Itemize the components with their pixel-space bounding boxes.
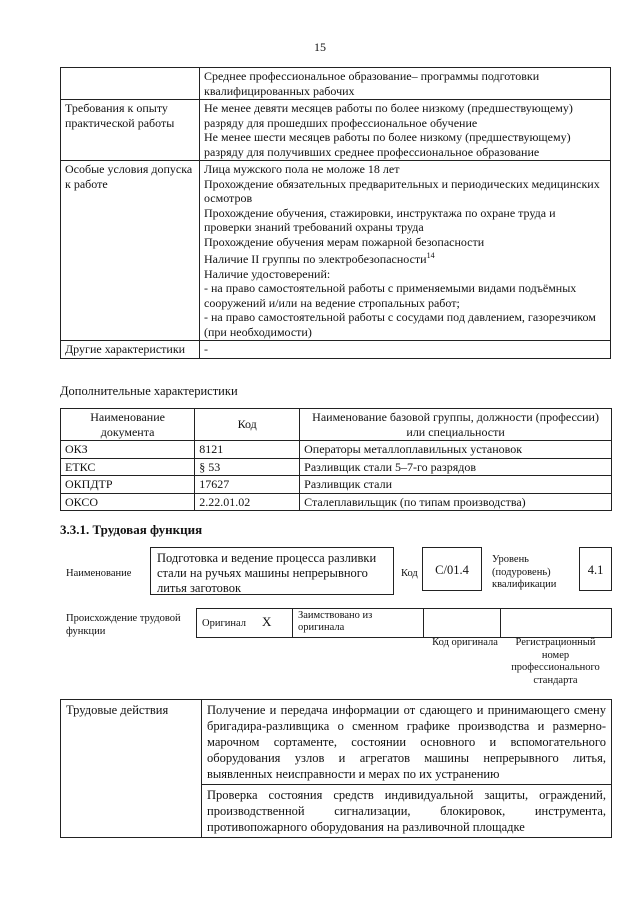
requirement-line: - xyxy=(204,342,208,356)
function-code-box: C/01.4 xyxy=(422,547,482,591)
requirement-text: Наличие II группы по электробезопасности xyxy=(204,252,427,266)
qualification-level-box: 4.1 xyxy=(579,547,612,591)
requirement-line: Среднее профессиональное образование– программы подготовки квалифицированных рабочих xyxy=(204,69,540,98)
requirement-line: Не менее шести месяцев работы по более низкому (предшествующему) разряду для получивших среднее профессиональное образование xyxy=(204,130,571,159)
table-row xyxy=(197,609,612,638)
original-cell xyxy=(197,609,293,638)
table-row xyxy=(61,476,612,494)
requirement-line: Прохождение обязательных предварительных и периодических медицинских осмотров xyxy=(204,176,600,205)
reg-number-cell xyxy=(501,609,612,638)
row-value xyxy=(200,100,611,161)
table-cell: Сталеплавильщик (по типам производства) xyxy=(300,493,612,511)
requirement-line: Наличие удостоверений: xyxy=(204,266,331,281)
row-value xyxy=(200,161,611,341)
requirements-table xyxy=(60,67,611,359)
table-row xyxy=(61,493,612,511)
row-value xyxy=(200,68,611,100)
row-value xyxy=(200,341,611,359)
table-cell: Разливщик стали 5–7-го разрядов xyxy=(300,458,612,476)
table-cell: 17627 xyxy=(195,476,300,494)
function-title: 3.3.1. Трудовая функция xyxy=(60,522,203,537)
table-row xyxy=(61,100,611,161)
table-cell: 8121 xyxy=(195,441,300,459)
column-header: Код xyxy=(195,409,300,441)
table-row xyxy=(61,341,611,359)
table-row xyxy=(61,441,612,459)
table-cell: Операторы металлоплавильных установок xyxy=(300,441,612,459)
row-label: Требования к опыту практической работы xyxy=(61,100,200,161)
row-label: Другие характеристики xyxy=(61,341,200,359)
column-header: Наименование базовой группы, должности (профессии) или специальности xyxy=(300,409,612,441)
origin-code-caption: Код оригинала xyxy=(432,637,498,648)
row-label: Особые условия допуска к работе xyxy=(61,161,200,341)
code-label: Код xyxy=(401,568,418,579)
requirement-line: Прохождение обучения, стажировки, инструктажа по охране труда и проверки знаний требований охраны труда xyxy=(204,205,556,234)
origin-table xyxy=(196,608,612,638)
origin-code-cell xyxy=(424,609,501,638)
requirement-line: Прохождение обучения мерам пожарной безопасности xyxy=(204,234,485,249)
table-row xyxy=(61,68,611,100)
table-cell: 2.22.01.02 xyxy=(195,493,300,511)
reg-number-caption: Регистрационный номер профессионального стандарта xyxy=(511,637,600,686)
name-label: Наименование xyxy=(66,568,132,579)
labour-actions-table xyxy=(60,699,612,838)
table-cell: § 53 xyxy=(195,458,300,476)
table-header-row xyxy=(61,409,612,441)
column-header: Наименование документа xyxy=(61,409,195,441)
original-mark: X xyxy=(262,614,272,629)
table-row xyxy=(61,161,611,341)
table-cell: ОКПДТР xyxy=(61,476,195,494)
footnote-ref: 14 xyxy=(426,251,435,260)
requirement-line xyxy=(204,249,606,267)
table-row xyxy=(61,458,612,476)
origin-label: Происхождение трудовой функции xyxy=(66,613,181,637)
requirement-line: Лица мужского пола не моложе 18 лет xyxy=(204,162,400,176)
labour-action: Проверка состояния средств индивидуальной защиты, ограждений, производственной сигнализации, блокировок, инструмента, противопожарного оборудования на разливочной площадке xyxy=(202,785,612,838)
original-label: Оригинал xyxy=(202,618,246,629)
level-label: Уровень (подуровень) квалификации xyxy=(492,554,557,590)
function-name-box: Подготовка и ведение процесса разливки стали на ручьях машины непрерывного литья заготовок xyxy=(150,547,394,595)
borrowed-cell: Заимствовано из оригинала xyxy=(293,609,424,638)
table-cell: ЕТКС xyxy=(61,458,195,476)
table-row xyxy=(61,700,612,785)
requirement-line: - на право самостоятельной работы с сосудами под давлением, газорезчиком (при необходимости) xyxy=(204,310,596,339)
page-number: 15 xyxy=(314,40,326,54)
table-cell: ОКЗ xyxy=(61,441,195,459)
table-cell: ОКСО xyxy=(61,493,195,511)
requirement-line: - на право самостоятельной работы с применяемыми видами подъёмных сооружений и/или на ведение стропальных работ; xyxy=(204,281,577,310)
labour-action: Получение и передача информации от сдающего и принимающего смену бригадира-разливщика о сменном графике производства и размерно-марочном сортаменте, состоянии основного и вспомогательного оборудования узлов и агрегатов машины непрерывного литья, выявленных неисправности и мерах по их устранению xyxy=(202,700,612,785)
additional-characteristics-table xyxy=(60,408,612,511)
requirement-line: Не менее девяти месяцев работы по более низкому (предшествующему) разряду для прошедших профессиональное обучение xyxy=(204,101,573,130)
row-label xyxy=(61,68,200,100)
section-caption: Дополнительные характеристики xyxy=(60,384,238,398)
table-cell: Разливщик стали xyxy=(300,476,612,494)
row-label: Трудовые действия xyxy=(61,700,202,838)
